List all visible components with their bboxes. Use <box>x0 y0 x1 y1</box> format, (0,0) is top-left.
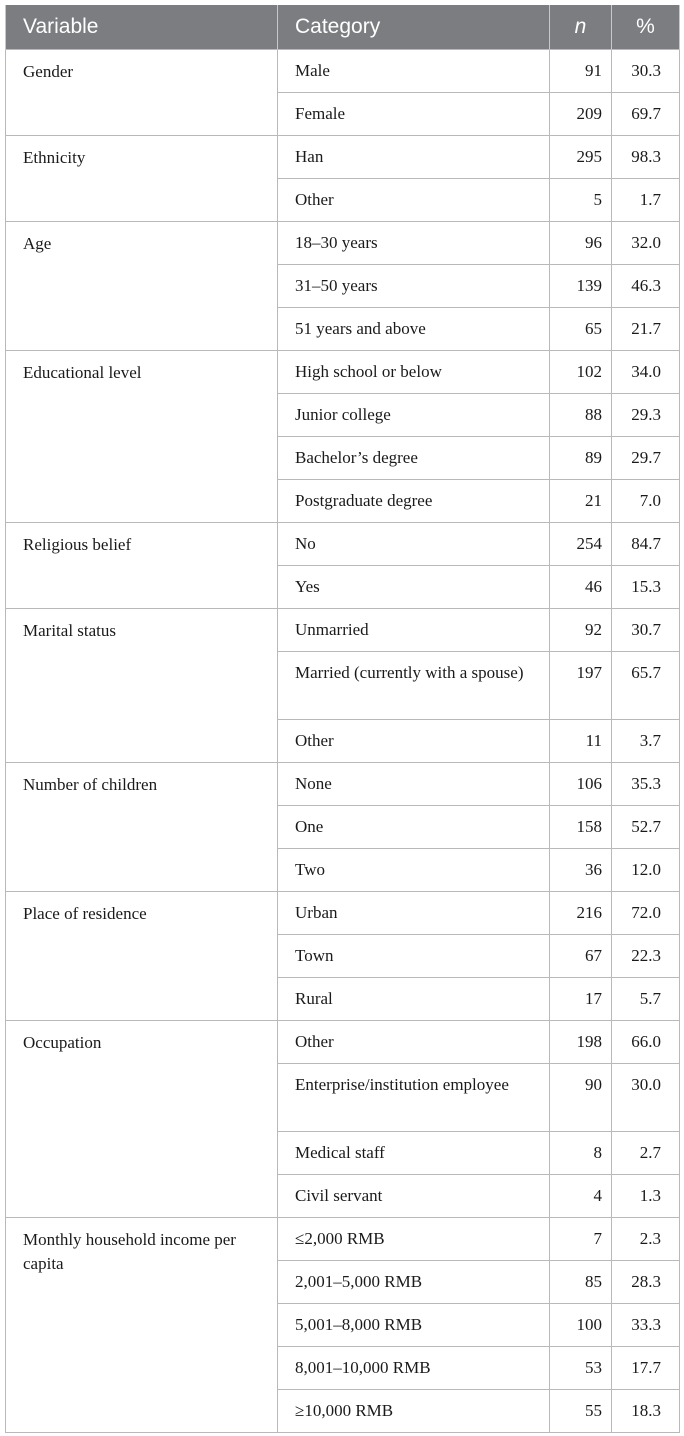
table-row <box>6 1021 680 1064</box>
table-row <box>6 609 680 652</box>
n-cell: 7 <box>550 1218 612 1261</box>
percent-cell: 29.3 <box>612 394 680 437</box>
variable-cell: Monthly household income per capita <box>6 1218 278 1433</box>
variable-cell: Marital status <box>6 609 278 763</box>
n-cell: 17 <box>550 978 612 1021</box>
table-row <box>6 763 680 806</box>
category-cell: Other <box>278 1021 550 1064</box>
category-cell: 8,001–10,000 RMB <box>278 1347 550 1390</box>
n-cell: 216 <box>550 892 612 935</box>
n-cell: 197 <box>550 652 612 720</box>
percent-cell: 12.0 <box>612 849 680 892</box>
n-cell: 85 <box>550 1261 612 1304</box>
percent-cell: 66.0 <box>612 1021 680 1064</box>
n-cell: 198 <box>550 1021 612 1064</box>
category-cell: Married (currently with a spouse) <box>278 652 550 720</box>
table-row <box>6 892 680 935</box>
percent-cell: 34.0 <box>612 351 680 394</box>
category-cell: 5,001–8,000 RMB <box>278 1304 550 1347</box>
percent-cell: 32.0 <box>612 222 680 265</box>
percent-cell: 84.7 <box>612 523 680 566</box>
percent-cell: 17.7 <box>612 1347 680 1390</box>
category-cell: Rural <box>278 978 550 1021</box>
header-variable: Variable <box>6 5 278 50</box>
n-cell: 11 <box>550 720 612 763</box>
n-cell: 102 <box>550 351 612 394</box>
n-cell: 96 <box>550 222 612 265</box>
variable-cell: Ethnicity <box>6 136 278 222</box>
n-cell: 106 <box>550 763 612 806</box>
category-cell: Enterprise/institution employee <box>278 1064 550 1132</box>
category-cell: No <box>278 523 550 566</box>
variable-cell: Age <box>6 222 278 351</box>
category-cell: None <box>278 763 550 806</box>
n-cell: 88 <box>550 394 612 437</box>
variable-cell: Occupation <box>6 1021 278 1218</box>
n-cell: 36 <box>550 849 612 892</box>
category-cell: 18–30 years <box>278 222 550 265</box>
category-cell: High school or below <box>278 351 550 394</box>
n-cell: 5 <box>550 179 612 222</box>
percent-cell: 46.3 <box>612 265 680 308</box>
variable-cell: Place of residence <box>6 892 278 1021</box>
percent-cell: 65.7 <box>612 652 680 720</box>
category-cell: Han <box>278 136 550 179</box>
n-cell: 90 <box>550 1064 612 1132</box>
percent-cell: 28.3 <box>612 1261 680 1304</box>
percent-cell: 30.7 <box>612 609 680 652</box>
category-cell: Junior college <box>278 394 550 437</box>
category-cell: Yes <box>278 566 550 609</box>
n-cell: 46 <box>550 566 612 609</box>
percent-cell: 69.7 <box>612 93 680 136</box>
percent-cell: 21.7 <box>612 308 680 351</box>
percent-cell: 29.7 <box>612 437 680 480</box>
percent-cell: 7.0 <box>612 480 680 523</box>
n-cell: 209 <box>550 93 612 136</box>
percent-cell: 15.3 <box>612 566 680 609</box>
percent-cell: 30.0 <box>612 1064 680 1132</box>
category-cell: 51 years and above <box>278 308 550 351</box>
percent-cell: 3.7 <box>612 720 680 763</box>
category-cell: Two <box>278 849 550 892</box>
percent-cell: 1.3 <box>612 1175 680 1218</box>
n-cell: 4 <box>550 1175 612 1218</box>
variable-cell: Number of children <box>6 763 278 892</box>
n-cell: 91 <box>550 50 612 93</box>
percent-cell: 2.7 <box>612 1132 680 1175</box>
category-cell: Bachelor’s degree <box>278 437 550 480</box>
category-cell: Female <box>278 93 550 136</box>
category-cell: ≤2,000 RMB <box>278 1218 550 1261</box>
category-cell: Town <box>278 935 550 978</box>
percent-cell: 35.3 <box>612 763 680 806</box>
category-cell: Other <box>278 179 550 222</box>
table-row <box>6 351 680 394</box>
n-cell: 53 <box>550 1347 612 1390</box>
percent-cell: 33.3 <box>612 1304 680 1347</box>
n-cell: 295 <box>550 136 612 179</box>
percent-cell: 2.3 <box>612 1218 680 1261</box>
n-cell: 89 <box>550 437 612 480</box>
n-cell: 139 <box>550 265 612 308</box>
n-cell: 65 <box>550 308 612 351</box>
variable-cell: Educational level <box>6 351 278 523</box>
variable-cell: Gender <box>6 50 278 136</box>
n-cell: 100 <box>550 1304 612 1347</box>
variable-cell: Religious belief <box>6 523 278 609</box>
category-cell: Male <box>278 50 550 93</box>
n-cell: 67 <box>550 935 612 978</box>
category-cell: Urban <box>278 892 550 935</box>
header-n: n <box>550 5 612 50</box>
category-cell: Medical staff <box>278 1132 550 1175</box>
table-row <box>6 50 680 93</box>
table-row <box>6 222 680 265</box>
percent-cell: 22.3 <box>612 935 680 978</box>
header-category: Category <box>278 5 550 50</box>
percent-cell: 72.0 <box>612 892 680 935</box>
category-cell: Other <box>278 720 550 763</box>
percent-cell: 18.3 <box>612 1390 680 1433</box>
demographics-table <box>5 5 680 1433</box>
n-cell: 92 <box>550 609 612 652</box>
category-cell: Postgraduate degree <box>278 480 550 523</box>
category-cell: ≥10,000 RMB <box>278 1390 550 1433</box>
category-cell: One <box>278 806 550 849</box>
percent-cell: 5.7 <box>612 978 680 1021</box>
n-cell: 55 <box>550 1390 612 1433</box>
n-cell: 254 <box>550 523 612 566</box>
table-row <box>6 523 680 566</box>
n-cell: 21 <box>550 480 612 523</box>
table-body <box>6 50 680 1433</box>
percent-cell: 30.3 <box>612 50 680 93</box>
percent-cell: 1.7 <box>612 179 680 222</box>
category-cell: 2,001–5,000 RMB <box>278 1261 550 1304</box>
category-cell: 31–50 years <box>278 265 550 308</box>
table-row <box>6 1218 680 1261</box>
table-header <box>6 5 680 50</box>
n-cell: 8 <box>550 1132 612 1175</box>
percent-cell: 98.3 <box>612 136 680 179</box>
percent-cell: 52.7 <box>612 806 680 849</box>
n-cell: 158 <box>550 806 612 849</box>
category-cell: Civil servant <box>278 1175 550 1218</box>
category-cell: Unmarried <box>278 609 550 652</box>
header-percent: % <box>612 5 680 50</box>
table-row <box>6 136 680 179</box>
